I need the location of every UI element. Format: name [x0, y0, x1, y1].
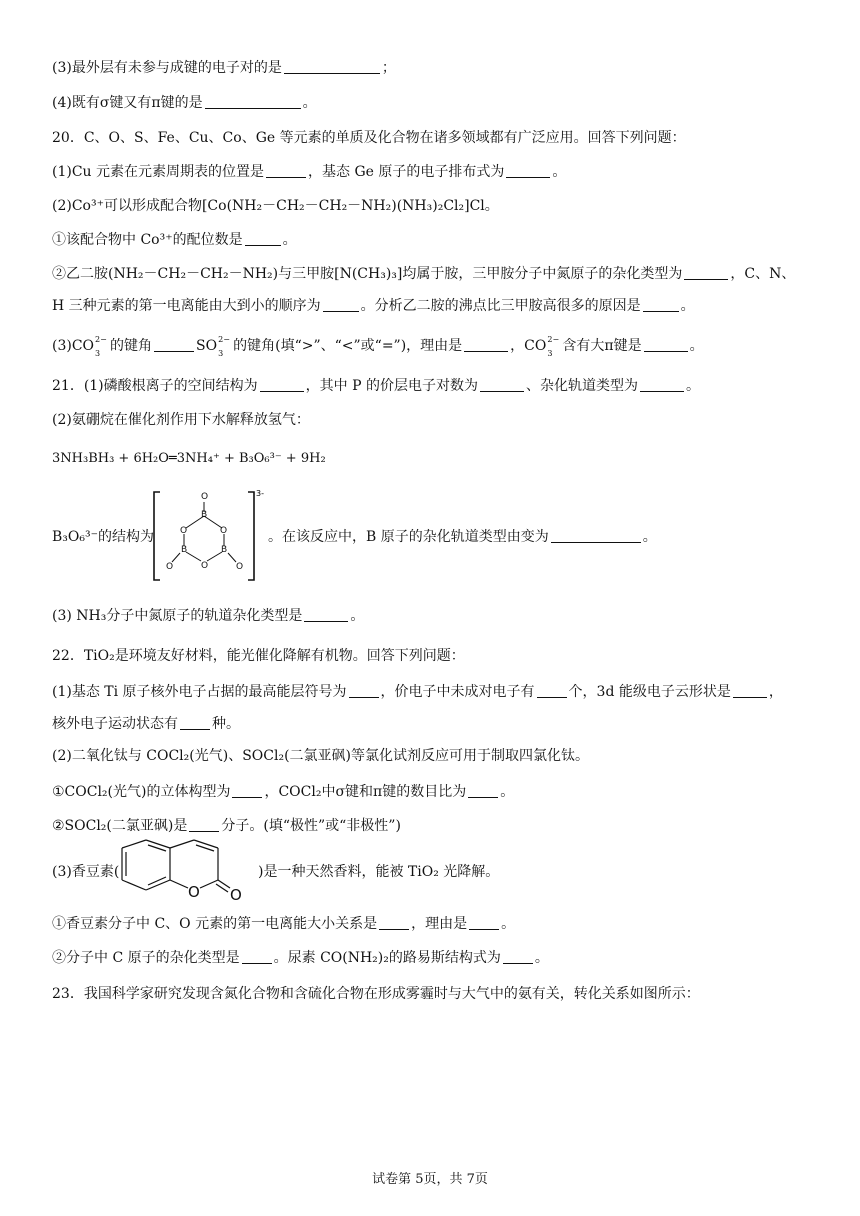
page-footer: 试卷第 5页，共 7页	[372, 1172, 488, 1187]
svg-text:O: O	[220, 526, 228, 536]
answer-blank[interactable]	[205, 94, 301, 109]
q22-part3-1: ①香豆素分子中 C、O 元素的第一电离能大小关系是 ，理由是 。	[52, 916, 516, 932]
q23-heading: 23．我国科学家研究发现含氮化合物和含硫化合物在形成雾霾时与大气中的氨有关，转化关系如图所示：	[52, 986, 700, 1002]
q22-part3-lead: (3)香豆素(	[52, 864, 120, 880]
q20-part2-2-cont: H 三种元素的第一电离能由大到小的顺序为 。分析乙二胺的沸点比三甲胺高很多的原因是 。	[52, 298, 695, 314]
answer-blank[interactable]	[644, 337, 688, 352]
q21-part2: (2)氨硼烷在催化剂作用下水解释放氢气：	[52, 412, 310, 428]
answer-blank[interactable]	[349, 683, 379, 698]
q20-part2-2: ②乙二胺(NH₂－CH₂－CH₂－NH₂)与三甲胺[N(CH₃)₃]均属于胺，三甲胺分子中氮原子的杂化类型为 ，C、N、	[52, 266, 796, 282]
answer-blank[interactable]	[480, 377, 524, 392]
answer-blank[interactable]	[640, 377, 684, 392]
svg-text:O: O	[201, 561, 209, 571]
answer-blank[interactable]	[180, 715, 210, 730]
answer-blank[interactable]	[733, 683, 767, 698]
q20-heading: 20．C、O、S、Fe、Cu、Co、Ge 等元素的单质及化合物在诸多领域都有广泛应用。回答下列问题：	[52, 130, 686, 146]
sulfite-ion-charge: 2− 3	[218, 335, 230, 358]
svg-text:B: B	[201, 510, 208, 520]
q22-part2-2: ②SOCl₂(二氯亚砜)是 分子。(填“极性”或“非极性”)	[52, 818, 401, 834]
q22-part3-tail: )是一种天然香料，能被 TiO₂ 光降解。	[258, 864, 500, 880]
q20-part3: (3)CO 2− 3 的键角 SO 2− 3 的键角(填“>”、“<”或“=”)，理由是 ，CO 2− 3 含有大π键是 。	[52, 335, 704, 358]
b3o6-ring-structure	[146, 486, 270, 586]
answer-blank[interactable]	[260, 377, 304, 392]
svg-text:B: B	[181, 545, 188, 555]
answer-blank[interactable]	[506, 163, 550, 178]
svg-text:O: O	[166, 562, 174, 572]
q22-part2-1: ①COCl₂(光气)的立体构型为 ，COCl₂中σ键和π键的数目比为 。	[52, 784, 515, 800]
answer-blank[interactable]	[684, 265, 728, 280]
q20-part2: (2)Co³⁺可以形成配合物[Co(NH₂－CH₂－CH₂－NH₂)(NH₃)₂Cl₂]Cl。	[52, 198, 499, 214]
answer-blank[interactable]	[469, 915, 499, 930]
answer-blank[interactable]	[154, 337, 194, 352]
answer-blank[interactable]	[537, 683, 567, 698]
q21-part3: (3) NH₃分子中氮原子的轨道杂化类型是 。	[52, 608, 365, 624]
coumarin-structure	[116, 838, 256, 902]
q22-part3-2: ②分子中 C 原子的杂化类型是 。尿素 CO(NH₂)₂的路易斯结构式为 。	[52, 950, 549, 966]
carbonate-ion-charge: 2− 3	[547, 335, 560, 358]
carbonate-ion-charge: 2− 3	[95, 335, 107, 358]
answer-blank[interactable]	[245, 231, 281, 246]
q20-part2-1: ①该配合物中 Co³⁺的配位数是 。	[52, 232, 297, 248]
answer-blank[interactable]	[379, 915, 409, 930]
q22-part1-cont: 核外电子运动状态有 种。	[52, 716, 240, 732]
answer-blank[interactable]	[232, 783, 262, 798]
answer-blank[interactable]	[468, 783, 498, 798]
answer-blank[interactable]	[304, 607, 348, 622]
svg-text:3-: 3-	[256, 489, 264, 498]
hydrolysis-equation: 3NH₃BH₃ + 6H₂O═3NH₄⁺ + B₃O₆³⁻ + 9H₂	[52, 451, 326, 466]
answer-blank[interactable]	[266, 163, 306, 178]
q22-part1: (1)基态 Ti 原子核外电子占据的最高能层符号为 ，价电子中未成对电子有 个，3d 能级电子云形状是 ，	[52, 684, 783, 700]
answer-blank[interactable]	[284, 59, 380, 74]
answer-blank[interactable]	[551, 528, 641, 543]
svg-text:B: B	[221, 545, 228, 555]
answer-blank[interactable]	[503, 949, 533, 964]
answer-blank[interactable]	[643, 297, 679, 312]
answer-blank[interactable]	[189, 817, 219, 832]
svg-text:O: O	[236, 562, 244, 572]
q19-part4: (4)既有σ键又有π键的是 。	[52, 95, 317, 111]
q22-heading: 22．TiO₂是环境友好材料，能光催化降解有机物。回答下列问题：	[52, 648, 465, 664]
q21-hybridization-change: 。在该反应中，B 原子的杂化轨道类型由变为 。	[268, 529, 657, 545]
b3o6-structure-label: B₃O₆³⁻的结构为	[52, 529, 154, 545]
q21-part1: 21．(1)磷酸根离子的空间结构为 ，其中 P 的价层电子对数为 、杂化轨道类型为 。	[52, 378, 700, 394]
svg-text:O: O	[180, 526, 188, 536]
svg-text:O: O	[230, 886, 242, 904]
svg-text:O: O	[201, 492, 209, 502]
answer-blank[interactable]	[323, 297, 359, 312]
q20-part1: (1)Cu 元素在元素周期表的位置是 ，基态 Ge 原子的电子排布式为 。	[52, 164, 567, 180]
svg-text:O: O	[188, 883, 200, 901]
answer-blank[interactable]	[242, 949, 272, 964]
answer-blank[interactable]	[464, 337, 508, 352]
q19-part3: (3)最外层有未参与成键的电子对的是 ；	[52, 60, 396, 76]
q22-part2: (2)二氧化钛与 COCl₂(光气)、SOCl₂(二氯亚砜)等氯化试剂反应可用于制取四氯化钛。	[52, 748, 589, 764]
